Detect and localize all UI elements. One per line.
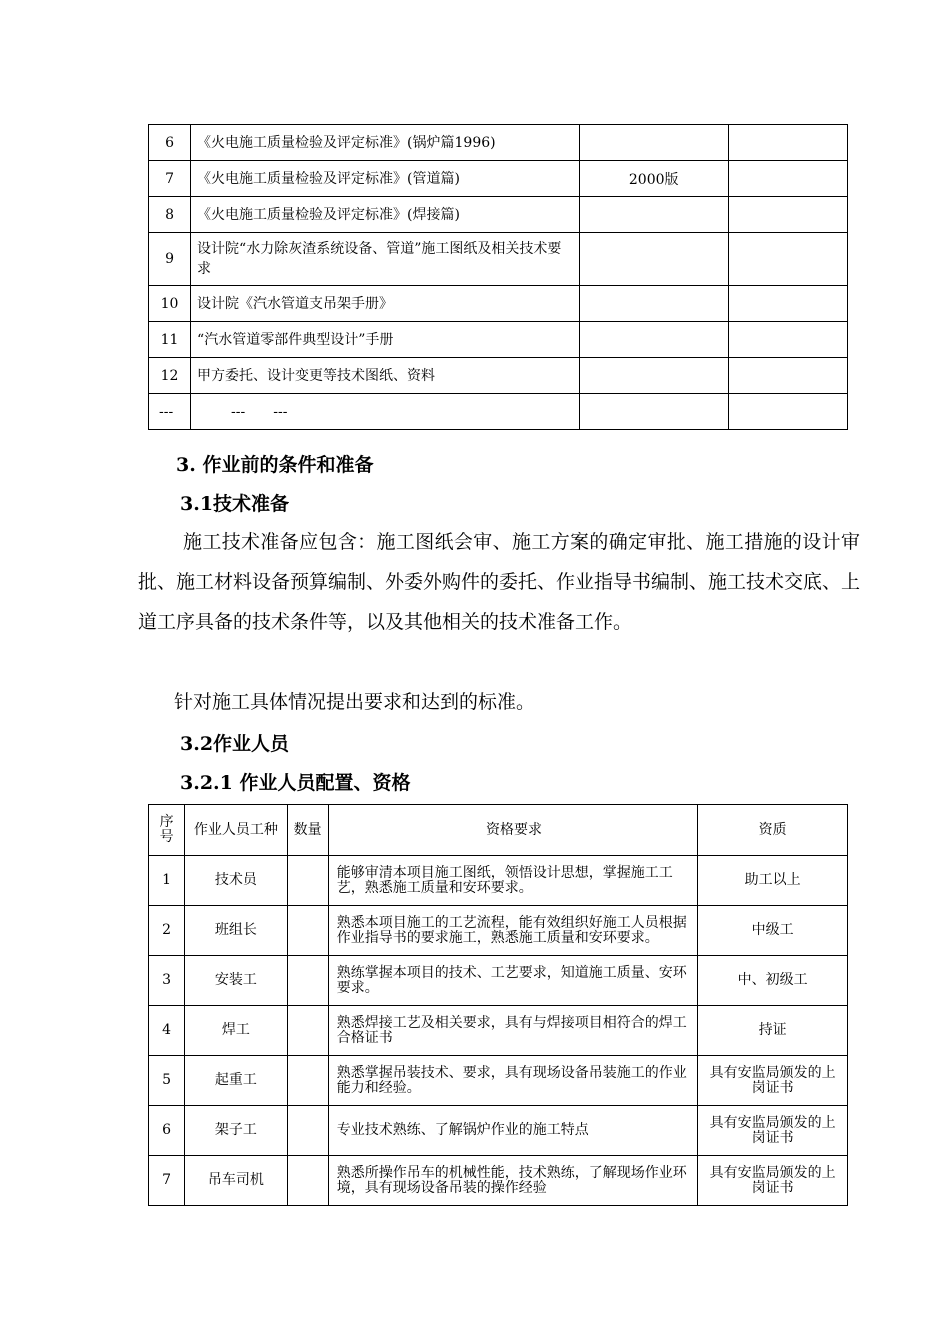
staff-no: 6: [149, 1106, 185, 1156]
staff-requirement: 熟悉焊接工艺及相关要求，具有与焊接项目相符合的焊工合格证书: [328, 1006, 698, 1056]
staff-type: 焊工: [185, 1006, 287, 1056]
section-3-heading: 3. 作业前的条件和准备: [176, 454, 374, 476]
reference-standards-table: [148, 124, 848, 430]
staff-requirement: 专业技术熟练、了解锅炉作业的施工特点: [328, 1106, 698, 1156]
staff-qty: [287, 956, 328, 1006]
table-row: [149, 1056, 848, 1106]
ref-name: 《火电施工质量检验及评定标准》(焊接篇): [191, 197, 580, 233]
ref-version: [579, 286, 728, 322]
ref-note: [728, 233, 847, 286]
staff-type: 起重工: [185, 1056, 287, 1106]
ref-note: [728, 197, 847, 233]
table-row: [149, 322, 848, 358]
ref-note: [728, 358, 847, 394]
ref-no: 9: [149, 233, 191, 286]
staff-type: 架子工: [185, 1106, 287, 1156]
table-row: [149, 1006, 848, 1056]
staff-requirement: 熟悉所操作吊车的机械性能，技术熟练，了解现场作业环境，具有现场设备吊装的操作经验: [328, 1156, 698, 1206]
table-row: [149, 856, 848, 906]
ref-version: [579, 233, 728, 286]
ref-note: [728, 322, 847, 358]
staff-no: 1: [149, 856, 185, 906]
staff-requirement: 熟悉本项目施工的工艺流程，能有效组织好施工人员根据作业指导书的要求施工，熟悉施工质量和安环要求。: [328, 906, 698, 956]
ref-name: 《火电施工质量检验及评定标准》(管道篇): [191, 161, 580, 197]
staff-qty: [287, 1156, 328, 1206]
ref-name: 《火电施工质量检验及评定标准》(锅炉篇1996): [191, 125, 580, 161]
ref-name: 甲方委托、设计变更等技术图纸、资料: [191, 358, 580, 394]
ref-no: 11: [149, 322, 191, 358]
staff-certification: 具有安监局颁发的上岗证书: [698, 1106, 848, 1156]
staff-certification: 具有安监局颁发的上岗证书: [698, 1156, 848, 1206]
staff-type: 班组长: [185, 906, 287, 956]
ref-version: [579, 125, 728, 161]
table-row: [149, 906, 848, 956]
header-no: 序号: [149, 805, 185, 856]
ref-no: ---: [149, 394, 191, 430]
staff-qty: [287, 906, 328, 956]
ref-name: --- ---: [191, 394, 580, 430]
ref-name: 设计院《汽水管道支吊架手册》: [191, 286, 580, 322]
staff-requirement: 能够审清本项目施工图纸，领悟设计思想，掌握施工工艺，熟悉施工质量和安环要求。: [328, 856, 698, 906]
ref-no: 7: [149, 161, 191, 197]
staff-no: 7: [149, 1156, 185, 1206]
ref-version: [579, 358, 728, 394]
staff-type: 吊车司机: [185, 1156, 287, 1206]
table-row: [149, 233, 848, 286]
header-certification: 资质: [698, 805, 848, 856]
staff-requirement: 熟练掌握本项目的技术、工艺要求，知道施工质量、安环要求。: [328, 956, 698, 1006]
staff-qty: [287, 1056, 328, 1106]
staff-qty: [287, 1006, 328, 1056]
staff-certification: 中级工: [698, 906, 848, 956]
table-row: [149, 286, 848, 322]
ref-version: [579, 394, 728, 430]
ref-version: [579, 322, 728, 358]
ref-note: [728, 394, 847, 430]
section-3-2-1-heading: 3.2.1 作业人员配置、资格: [180, 772, 411, 794]
staff-no: 2: [149, 906, 185, 956]
staff-no: 4: [149, 1006, 185, 1056]
ref-version: 2000版: [579, 161, 728, 197]
staff-no: 3: [149, 956, 185, 1006]
staff-no: 5: [149, 1056, 185, 1106]
ref-note: [728, 286, 847, 322]
staff-qty: [287, 1106, 328, 1156]
header-qty: 数量: [287, 805, 328, 856]
table-row: [149, 197, 848, 233]
staff-certification: 中、初级工: [698, 956, 848, 1006]
personnel-table: [148, 804, 848, 1206]
table-row: [149, 394, 848, 430]
paragraph-standards: 针对施工具体情况提出要求和达到的标准。: [174, 691, 536, 713]
table-row: [149, 125, 848, 161]
ref-no: 12: [149, 358, 191, 394]
ref-version: [579, 197, 728, 233]
ref-name: 设计院“水力除灰渣系统设备、管道”施工图纸及相关技术要求: [191, 233, 580, 286]
section-3-1-heading: 3.1技术准备: [180, 493, 290, 515]
table-header-row: [149, 805, 848, 856]
table-row: [149, 1156, 848, 1206]
staff-type: 安装工: [185, 956, 287, 1006]
ref-note: [728, 125, 847, 161]
staff-certification: 具有安监局颁发的上岗证书: [698, 1056, 848, 1106]
ref-note: [728, 161, 847, 197]
table-row: [149, 1106, 848, 1156]
staff-certification: 助工以上: [698, 856, 848, 906]
staff-requirement: 熟悉掌握吊装技术、要求，具有现场设备吊装施工的作业能力和经验。: [328, 1056, 698, 1106]
section-3-2-heading: 3.2作业人员: [180, 733, 290, 755]
staff-type: 技术员: [185, 856, 287, 906]
staff-certification: 持证: [698, 1006, 848, 1056]
ref-name: “汽水管道零部件典型设计”手册: [191, 322, 580, 358]
table-row: [149, 358, 848, 394]
header-requirement: 资格要求: [328, 805, 698, 856]
ref-no: 10: [149, 286, 191, 322]
ref-no: 6: [149, 125, 191, 161]
table-row: [149, 161, 848, 197]
staff-qty: [287, 856, 328, 906]
header-type: 作业人员工种: [185, 805, 287, 856]
table-row: [149, 956, 848, 1006]
paragraph-tech-prep: 施工技术准备应包含：施工图纸会审、施工方案的确定审批、施工措施的设计审批、施工材料设备预算编制、外委外购件的委托、作业指导书编制、施工技术交底、上道工序具备的技术条件等，以及其他相关的技术准备工作。: [138, 531, 861, 633]
ref-no: 8: [149, 197, 191, 233]
